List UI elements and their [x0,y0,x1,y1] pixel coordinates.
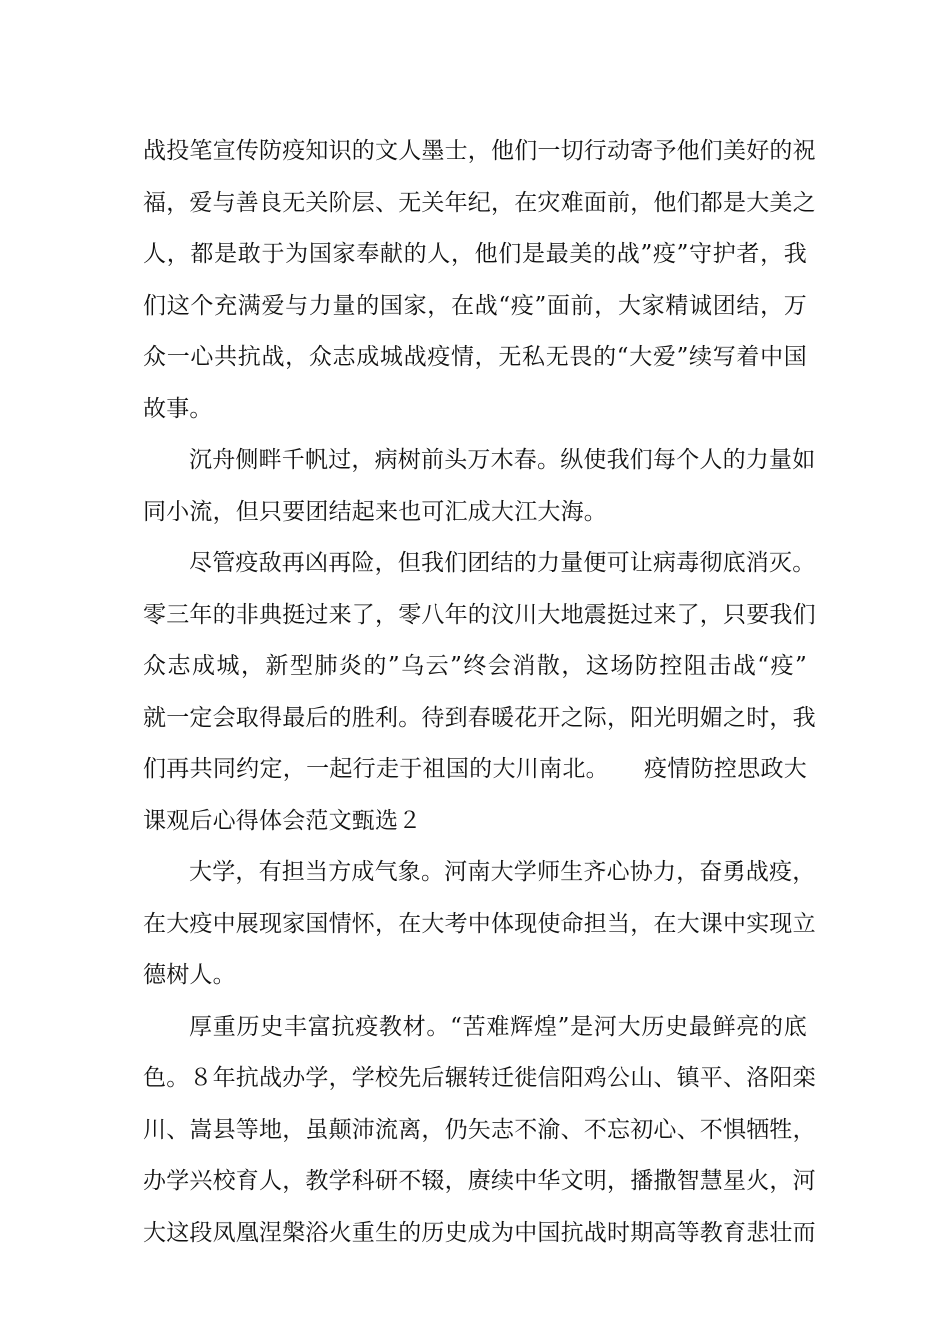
text-line: 福，爱与善良无关阶层、无关年纪，在灾难面前，他们都是大美之 [143,189,816,216]
text-line: 川、嵩县等地，虽颠沛流离，仍矢志不渝、不忘初心、不惧牺牲， [143,1116,816,1143]
text-line: 在大疫中展现家国情怀，在大考中体现使命担当，在大课中实现立 [143,910,816,937]
text-line: 大学，有担当方成气象。河南大学师生齐心协力，奋勇战疫， [189,859,816,885]
text-line: 战投笔宣传防疫知识的文人墨士，他们一切行动寄予他们美好的祝 [143,138,816,164]
text-line: 课观后心得体会范文甄选２ [143,807,422,834]
text-line: 德树人。 [143,962,236,988]
text-line: 厚重历史丰富抗疫教材。“苦难辉煌”是河大历史最鲜亮的底 [189,1013,807,1040]
text-line: 色。８年抗战办学，学校先后辗转迁徙信阳鸡公山、镇平、洛阳栾 [143,1065,816,1091]
text-line: 众志成城，新型肺炎的”乌云”终会消散，这场防控阻击战“疫” [143,653,807,679]
text-line: 们再共同约定，一起行走于祖国的大川南北。 疫情防控思政大 [143,756,807,782]
text-line: 众一心共抗战，众志成城战疫情，无私无畏的“大爱”续写着中国 [143,344,807,370]
text-line: 尽管疫敌再凶再险，但我们团结的力量便可让病毒彻底消灭。 [189,550,816,576]
text-line: 人，都是敢于为国家奉献的人，他们是最美的战”疫”守护者，我 [143,241,807,267]
text-line: 们这个充满爱与力量的国家，在战“疫”面前，大家精诚团结，万 [143,292,807,319]
text-line: 大这段凤凰涅槃浴火重生的历史成为中国抗战时期高等教育悲壮而 [143,1219,816,1246]
body-text [143,131,816,1264]
text-line: 同小流，但只要团结起来也可汇成大江大海。 [143,498,607,525]
text-line: 就一定会取得最后的胜利。待到春暖花开之际，阳光明媚之时，我 [143,704,816,731]
text-line: 故事。 [143,395,213,422]
text-line: 办学兴校育人，教学科研不辍，赓续中华文明，播撒智慧星火，河 [143,1168,816,1194]
text-line: 沉舟侧畔千帆过，病树前头万木春。纵使我们每个人的力量如 [189,447,816,473]
text-line: 零三年的非典挺过来了，零八年的汶川大地震挺过来了，只要我们 [143,601,816,628]
